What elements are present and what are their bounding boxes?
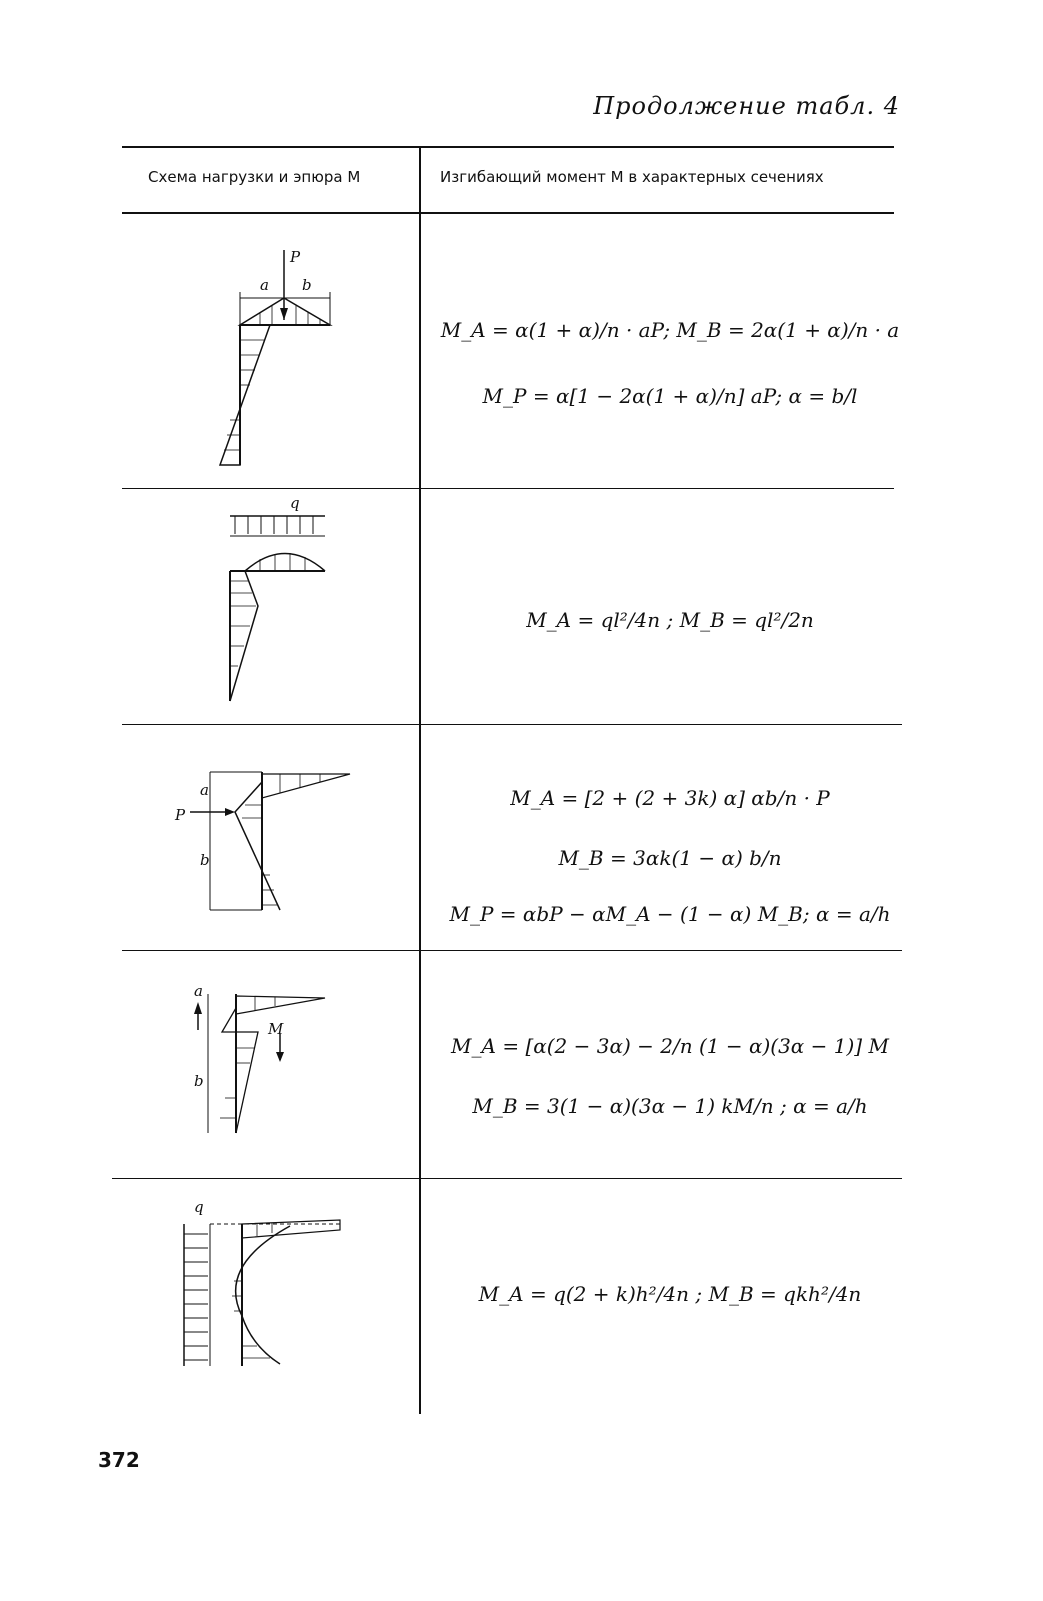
formula-row-2-line-1: M_A = ql²/4n ; M_B = ql²/2n	[526, 608, 814, 632]
diagram-row-4	[180, 978, 350, 1148]
formula-row-3-line-2: M_B = 3αk(1 − α) b/n	[558, 846, 782, 870]
page-number: 372	[98, 1448, 140, 1472]
diagram-label-b: b	[302, 276, 312, 294]
diagram-label-q: q	[290, 494, 300, 512]
row-divider-4	[112, 1178, 902, 1179]
diagram-label-p3: P	[175, 806, 186, 824]
formula-row-3-line-1: M_A = [2 + (2 + 3k) α] αb/n · P	[510, 786, 830, 810]
diagram-label-b4: b	[194, 1072, 204, 1090]
column-header-moment: Изгибающий момент M в характерных сечениях	[440, 168, 824, 186]
column-header-scheme: Схема нагрузки и эпюра M	[148, 168, 361, 186]
formula-row-1-line-1: M_A = α(1 + α)/n · aP; M_B = 2α(1 + α)/n · a	[440, 318, 900, 342]
diagram-label-b3: b	[200, 851, 210, 869]
formula-row-1-line-2: M_P = α[1 − 2α(1 + α)/n] aP; α = b/l	[482, 384, 858, 408]
row-divider-3	[122, 950, 902, 951]
formula-row-4-line-2: M_B = 3(1 − α)(3α − 1) kM/n ; α = a/h	[472, 1094, 868, 1118]
diagram-row-2	[200, 496, 350, 716]
diagram-label-p: P	[290, 248, 301, 266]
formula-row-4-line-1: M_A = [α(2 − 3α) − 2/n (1 − α)(3α − 1)] M	[451, 1034, 889, 1058]
header-bottom-rule	[122, 212, 894, 214]
formula-row-3-line-3: M_P = αbP − αM_A − (1 − α) M_B; α = a/h	[449, 902, 891, 926]
row-divider-1	[122, 488, 894, 489]
diagram-label-q5: q	[194, 1198, 204, 1216]
running-title: Продолжение табл. 4	[593, 92, 900, 120]
formula-row-5-line-1: M_A = q(2 + k)h²/4n ; M_B = qkh²/4n	[478, 1282, 862, 1306]
table-top-rule	[122, 146, 894, 148]
diagram-label-m4: M	[268, 1020, 284, 1038]
row-divider-2	[122, 724, 902, 725]
diagram-label-a3: a	[200, 781, 209, 799]
diagram-row-5	[172, 1196, 352, 1376]
diagram-label-a: a	[260, 276, 269, 294]
diagram-row-3	[170, 760, 370, 930]
diagram-row-1	[200, 240, 380, 480]
diagram-label-a4: a	[194, 982, 203, 1000]
